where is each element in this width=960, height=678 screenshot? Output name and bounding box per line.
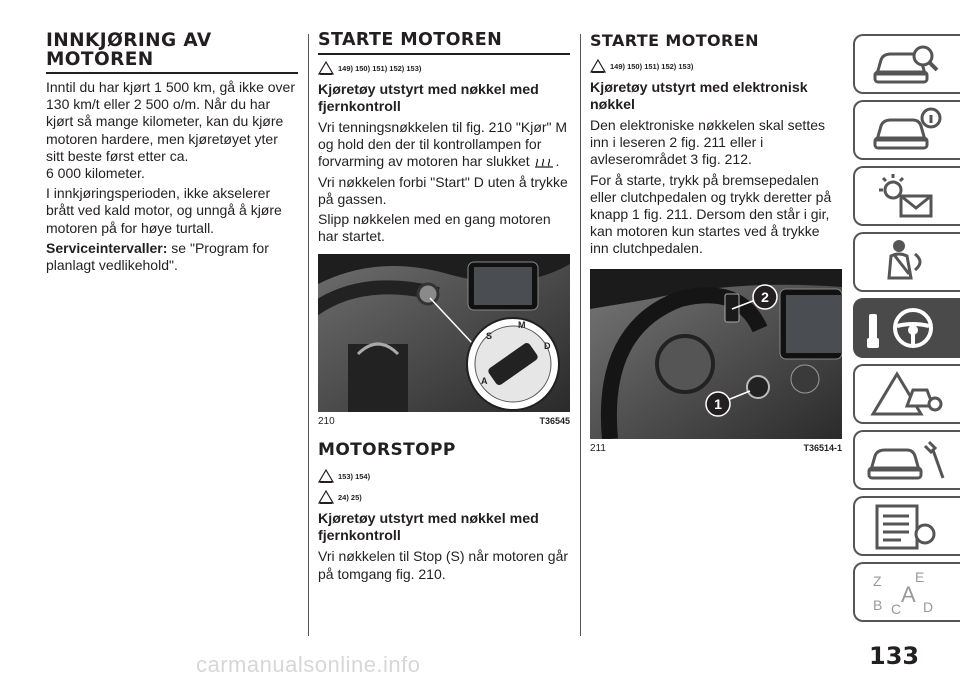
key-position-a: A: [481, 376, 488, 387]
svg-text:B: B: [873, 597, 883, 613]
heading-start-engine-2: STARTE MOTOREN: [590, 31, 759, 50]
key-position-m: M: [518, 320, 526, 331]
tab-triangle-warning[interactable]: [853, 364, 960, 424]
heading-start-engine: STARTE MOTOREN: [318, 31, 570, 55]
figure-211-caption: [590, 443, 842, 454]
figure-code: T36514-1: [803, 442, 842, 453]
start-paragraph-2: Vri nøkkelen forbi "Start" D uten å trykke på gassen.: [318, 173, 568, 207]
figure-210-caption: [318, 416, 570, 427]
figure-number: 210: [318, 416, 335, 428]
tab-technical-data[interactable]: [853, 496, 960, 556]
column-break-in: [46, 0, 298, 277]
page-number: 133: [869, 642, 920, 670]
svg-text:Z: Z: [873, 573, 882, 589]
warning-triangle-icon: [318, 469, 334, 483]
start-paragraph-1: Vri tenningsnøkkelen til fig. 210 "Kjør" M og hold den der til kontrollampen for forvarming av motoren har slukket .: [318, 119, 568, 170]
car-service-icon: [855, 432, 955, 488]
warning-references: 149) 150) 151) 152) 153): [318, 60, 570, 76]
tab-warning-lights[interactable]: [853, 166, 960, 226]
warning-triangle-icon: [590, 59, 606, 73]
service-interval-label: Serviceintervaller:: [46, 239, 168, 256]
figure-code: T36545: [539, 416, 570, 427]
heading-engine-stop: MOTORSTOPP: [318, 440, 456, 461]
subheading-electronic-key: Kjøretøy utstyrt med elektronisk nøkkel: [590, 80, 808, 113]
svg-text:E: E: [915, 569, 925, 585]
column-start-engine-remote: [318, 0, 570, 586]
car-info-icon: [855, 102, 955, 158]
column-divider: [580, 34, 581, 636]
index-icon: [855, 564, 955, 620]
svg-text:A: A: [901, 582, 916, 607]
figure-number: 211: [590, 442, 606, 454]
tab-key-steering[interactable]: [853, 298, 960, 358]
figure-210-ignition-key: [318, 254, 570, 412]
car-search-icon: [855, 36, 955, 92]
technical-data-icon: [855, 498, 955, 554]
seat-safety-icon: [855, 234, 955, 290]
start-paragraph-3: Slipp nøkkelen med en gang motoren har startet.: [318, 211, 551, 245]
warning-references: 149) 150) 151) 152) 153): [590, 58, 842, 74]
subheading-remote-key: Kjøretøy utstyrt med nøkkel med fjernkontroll: [318, 82, 539, 115]
tab-car-search[interactable]: [853, 34, 960, 94]
tab-seat-safety[interactable]: [853, 232, 960, 292]
warning-triangle-icon: [318, 490, 334, 504]
tab-car-info[interactable]: [853, 100, 960, 160]
glow-plug-icon: [534, 158, 556, 168]
break-in-paragraph-2: I innkjøringsperioden, ikke akselerer brått ved kald motor, og unngå å kjøre motoren på for høye turtall.: [46, 185, 282, 236]
stop-paragraph: Vri nøkkelen til Stop (S) når motoren går på tomgang fig. 210.: [318, 548, 569, 582]
service-interval-paragraph: Serviceintervaller: se "Program for planlagt vedlikehold".: [46, 239, 269, 274]
svg-text:D: D: [923, 599, 934, 615]
heading-break-in: INNKJØRING AV MOTOREN: [46, 31, 298, 74]
column-start-engine-electronic: [590, 0, 842, 454]
warning-lights-icon: [855, 168, 955, 224]
callout-1: 1: [714, 395, 722, 412]
electronic-paragraph-2: For å starte, trykk på bremsepedalen eller clutchpedalen og trykk deretter på knapp 1 fig. 211. Dersom den står i gir, kan motoren kun startes ved å trykke inn clutchpedalen.: [590, 171, 832, 257]
svg-text:C: C: [891, 601, 902, 617]
subheading-remote-key-stop: Kjøretøy utstyrt med nøkkel med fjernkontroll: [318, 511, 539, 545]
break-in-paragraph-1: Inntil du har kjørt 1 500 km, gå ikke over 130 km/t eller 2 500 o/m. Når du har kjørt så mange kilometer, kan du kjøre motoren hardere, men kjøretøyet yter sitt beste først etter ca. 6 000 kilometer.: [46, 79, 295, 182]
figure-211-start-button: [590, 269, 842, 439]
key-steering-icon: [855, 300, 955, 356]
electronic-paragraph-1: Den elektroniske nøkkelen skal settes inn i leseren 2 fig. 211 eller i avleserområdet 3 fig. 212.: [590, 117, 825, 168]
triangle-warning-icon: [855, 366, 955, 422]
watermark: carmanualsonline.info: [196, 652, 421, 677]
key-position-d: D: [544, 341, 551, 352]
warning-references: 153) 154): [318, 468, 570, 484]
tab-car-service[interactable]: [853, 430, 960, 490]
key-position-s: S: [486, 331, 493, 342]
warning-triangle-icon: [318, 61, 334, 75]
warning-references: 24) 25): [318, 489, 570, 505]
callout-2: 2: [761, 288, 769, 305]
tab-index[interactable]: [853, 562, 960, 622]
column-divider: [308, 34, 309, 636]
